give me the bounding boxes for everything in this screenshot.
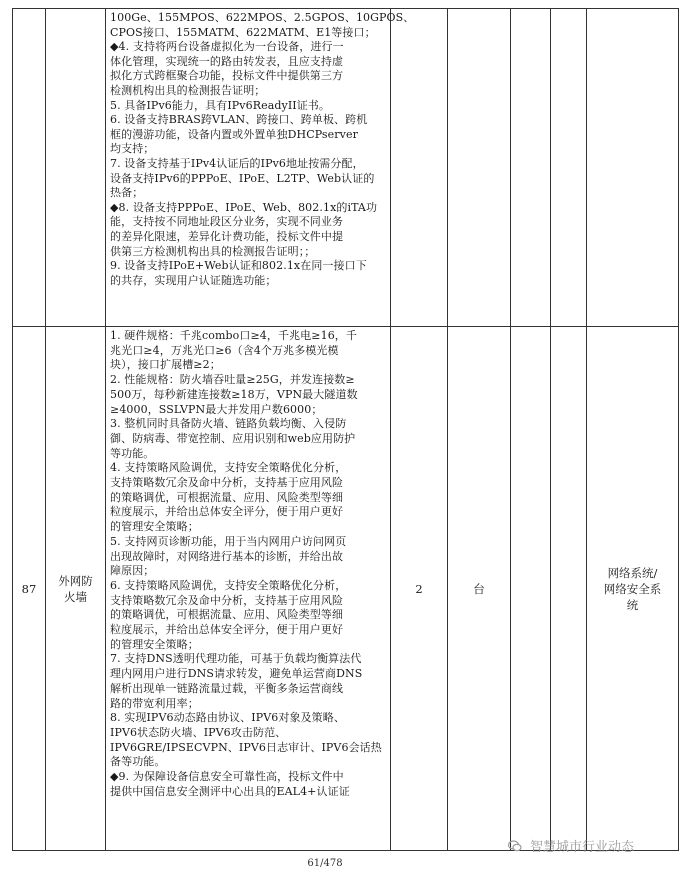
- spec-line: 3. 整机同时具备防火墙、链路负载均衡、入侵防: [110, 417, 347, 431]
- spec-line: 检测机构出具的检测报告证明；: [110, 83, 266, 97]
- spec-line: 出现故障时，对网络进行基本的诊断，并给出故: [110, 549, 344, 563]
- spec-line: 100Ge、155MPOS、622MPOS、2.5GPOS、10GPOS、: [110, 11, 415, 24]
- spec-line: 的差异化限速，差异化计费功能，投标文件中提: [110, 229, 344, 243]
- spec-line: 备等功能。: [110, 755, 166, 769]
- spec-line: 解析出现单一链路流量过载，平衡多条运营商线: [110, 681, 344, 695]
- spec-line: 路的带宽利用率；: [110, 696, 199, 710]
- spec-line: IPV6GRE/IPSECVPN、IPV6日志审计、IPV6会话热: [110, 740, 382, 754]
- spec-line: 的策略调优，可根据流量、应用、风险类型等细: [110, 608, 344, 622]
- cell-name: [46, 9, 106, 327]
- item-number: 87: [21, 581, 37, 596]
- spec-line: 4. 支持策略风险调优，支持安全策略优化分析，: [110, 461, 347, 475]
- spec-line: 6. 支持策略风险调优，支持安全策略优化分析，: [110, 578, 347, 592]
- cell-unit: [448, 327, 511, 851]
- spec-line: 设备支持IPv6的PPPoE、IPoE、L2TP、Web认证的: [110, 171, 375, 185]
- table-row: [13, 327, 679, 851]
- spec-line: ◆8. 设备支持PPPoE、IPoE、Web、802.1x的iTA功: [110, 200, 378, 214]
- item-unit: 台: [473, 581, 485, 596]
- spec-line: ≥4000，SSLVPN最大并发用户数6000；: [110, 402, 323, 416]
- spec-line: 支持策略数冗余及命中分析，支持基于应用风险: [110, 476, 344, 490]
- cell-blank: [511, 327, 551, 851]
- spec-line: IPV6状态防火墙、IPV6攻击防范、: [110, 725, 287, 739]
- spec-line: 的管理安全策略；: [110, 637, 199, 651]
- item-name-line: 火墙: [64, 589, 87, 604]
- spec-line: 7. 支持DNS透明代理功能，可基于负载均衡算法代: [110, 652, 362, 666]
- spec-line: 5. 具备IPv6能力，具有IPv6ReadyII证书。: [110, 98, 331, 112]
- spec-line: 8. 实现IPV6动态路由协议、IPV6对象及策略、: [110, 711, 345, 725]
- cell-blank: [511, 9, 551, 327]
- spec-line: 1. 硬件规格：千兆combo口≥4，千兆电≥16，千: [110, 329, 357, 342]
- wechat-icon: [508, 839, 522, 853]
- watermark-text: 智慧城市行业动态: [529, 840, 634, 855]
- spec-line: ◆4. 支持将两台设备虚拟化为一台设备，进行一: [110, 40, 344, 54]
- watermark: [508, 836, 634, 855]
- spec-line: 兆光口≥4，万兆光口≥6（含4个万兆多模光模: [110, 343, 339, 357]
- spec-line: 御、防病毒、带宽控制、应用识别和web应用防护: [110, 431, 356, 445]
- item-category-line: 统: [626, 597, 639, 612]
- spec-line: ◆9. 为保障设备信息安全可靠性高，投标文件中: [110, 770, 344, 784]
- spec-line: 5. 支持网页诊断功能，用于当内网用户访问网页: [110, 534, 347, 548]
- cell-category: [587, 9, 679, 327]
- spec-line: 能，支持按不同地址段区分业务，实现不同业务: [110, 215, 344, 229]
- cell-spec: [106, 327, 391, 851]
- spec-line: 块），接口扩展槽≥2；: [110, 358, 221, 372]
- spec-line: 500万，每秒新建连接数≥18万，VPN最大隧道数: [110, 387, 358, 401]
- spec-line: 体化管理，实现统一的路由转发表，且应支持虚: [110, 54, 344, 68]
- page-number: 61/478: [307, 858, 343, 869]
- cell-category: [587, 327, 679, 851]
- item-name-line: 外网防: [58, 573, 93, 588]
- spec-text: [110, 329, 386, 800]
- item-category-line: 网络系统/: [607, 565, 658, 580]
- spec-line: 提供中国信息安全测评中心出具的EAL4+认证证: [110, 784, 350, 798]
- cell-quantity: [391, 9, 448, 327]
- table-row: [13, 9, 679, 327]
- spec-line: 的策略调优，可根据流量、应用、风险类型等细: [110, 490, 344, 504]
- cell-number: [13, 9, 46, 327]
- item-quantity: 2: [415, 581, 423, 596]
- spec-line: 粒度展示，并给出总体安全评分，便于用户更好: [110, 623, 344, 637]
- spec-line: 粒度展示，并给出总体安全评分，便于用户更好: [110, 505, 344, 519]
- cell-blank: [551, 327, 587, 851]
- spec-line: 供第三方检测机构出具的检测报告证明；；: [110, 244, 316, 258]
- spec-line: 拟化方式跨框聚合功能，投标文件中提供第三方: [110, 69, 344, 83]
- item-category-line: 网络安全系: [603, 581, 662, 596]
- spec-line: 理内网用户进行DNS请求转发，避免单运营商DNS: [110, 667, 363, 681]
- spec-line: 的管理安全策略；: [110, 520, 199, 534]
- procurement-spec-table: [12, 8, 679, 851]
- spec-line: 均支持；: [110, 142, 155, 156]
- spec-line: 框的漫游功能，设备内置或外置单独DHCPserver: [110, 127, 358, 141]
- spec-line: 热备；: [110, 186, 144, 200]
- spec-line: 9. 设备支持IPoE+Web认证和802.1x在同一接口下: [110, 259, 367, 273]
- spec-line: 2. 性能规格：防火墙吞吐量≥25G，并发连接数≥: [110, 373, 355, 387]
- cell-spec: [106, 9, 415, 327]
- cell-quantity: [391, 327, 448, 851]
- spec-line: CPOS接口、155MATM、622MATM、E1等接口；: [110, 25, 376, 39]
- spec-line: 支持策略数冗余及命中分析，支持基于应用风险: [110, 593, 344, 607]
- cell-number: [13, 327, 46, 851]
- cell-blank: [551, 9, 587, 327]
- spec-line: 的共存，实现用户认证随选功能；: [110, 273, 277, 287]
- cell-unit: [448, 9, 511, 327]
- spec-line: 6. 设备支持BRAS跨VLAN、跨接口、跨单板、跨机: [110, 113, 368, 127]
- spec-text: [110, 11, 415, 288]
- spec-line: 7. 设备支持基于IPv4认证后的IPv6地址按需分配，: [110, 156, 364, 170]
- cell-name: [46, 327, 106, 851]
- spec-line: 障原因；: [110, 564, 155, 578]
- spec-line: 等功能。: [110, 446, 155, 460]
